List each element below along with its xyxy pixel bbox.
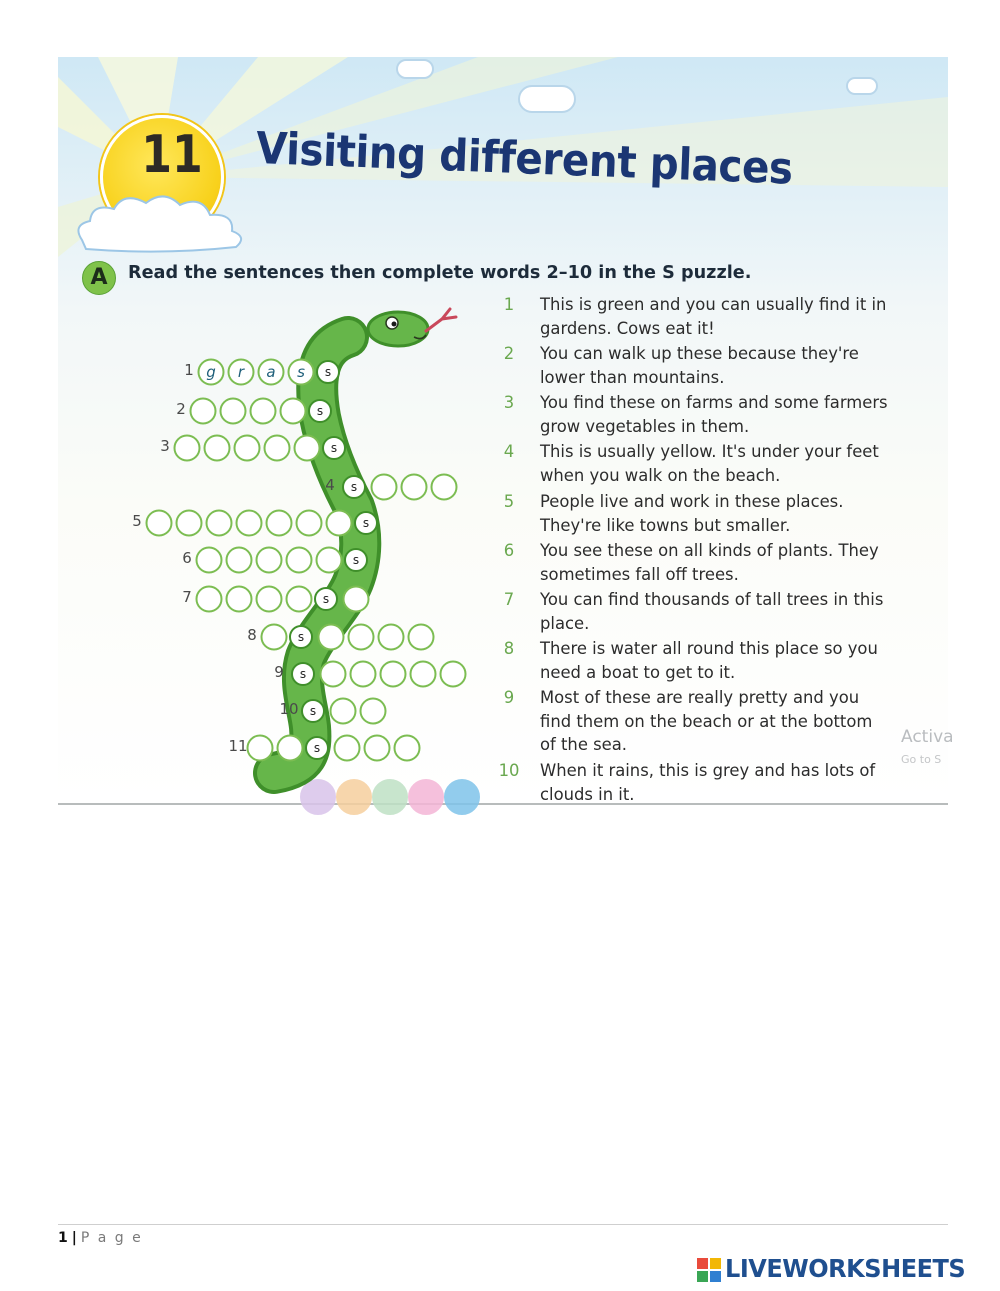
snake-head	[368, 309, 456, 346]
row-number: 10	[279, 700, 299, 718]
answer-circle[interactable]	[227, 587, 252, 612]
clue-line: When it rains, this is grey and has lots of	[540, 761, 876, 780]
puzzle-row-8	[247, 625, 433, 650]
answer-letter: s	[297, 363, 305, 381]
answer-circle[interactable]	[441, 662, 466, 687]
clue-line: lower than mountains.	[540, 367, 725, 387]
clue-line: sometimes fall off trees.	[540, 564, 739, 584]
s-puzzle	[58, 297, 498, 803]
clue-number: 10	[498, 761, 520, 780]
decorative-dot	[409, 780, 443, 814]
snake-letter: s	[324, 365, 332, 379]
row-number: 8	[247, 626, 257, 644]
answer-circle[interactable]	[265, 436, 290, 461]
clue-number: 9	[503, 688, 515, 707]
answer-circle[interactable]	[205, 436, 230, 461]
clue-text	[540, 588, 950, 635]
answer-circle[interactable]	[402, 475, 427, 500]
clue-number: 8	[503, 639, 515, 658]
clue-line: clouds in it.	[540, 784, 635, 804]
cloud	[518, 85, 576, 113]
answer-circle[interactable]	[331, 699, 356, 724]
answer-circle[interactable]	[317, 548, 342, 573]
cloud	[846, 77, 878, 95]
goto-watermark: Go to S	[901, 753, 942, 766]
answer-circle[interactable]	[432, 475, 457, 500]
snake-letter: s	[350, 480, 358, 494]
answer-circle[interactable]	[295, 436, 320, 461]
clue-line: need a boat to get to it.	[540, 662, 736, 682]
unit-number: 11	[141, 125, 203, 185]
clue-text	[540, 293, 950, 340]
clue-text	[540, 539, 950, 586]
clue-line: find them on the beach or at the bottom	[540, 711, 873, 731]
puzzle-row-9	[274, 662, 465, 687]
snake-letter: s	[352, 553, 360, 567]
answer-circle[interactable]	[177, 511, 202, 536]
answer-circle[interactable]	[287, 587, 312, 612]
clue-text	[540, 637, 950, 684]
answer-letter: a	[266, 363, 276, 381]
clue-number: 3	[503, 393, 515, 412]
answer-circle[interactable]	[207, 511, 232, 536]
answer-circle[interactable]	[267, 511, 292, 536]
worksheet-image	[58, 57, 954, 805]
answer-circle[interactable]	[197, 587, 222, 612]
clue-text	[540, 342, 950, 389]
answer-circle[interactable]	[257, 587, 282, 612]
decorative-dots	[301, 780, 479, 814]
row-number: 11	[228, 737, 248, 755]
answer-circle[interactable]	[321, 662, 346, 687]
clue-line: You can walk up these because they're	[540, 344, 859, 363]
clue-text	[540, 440, 950, 487]
page-number: 1	[58, 1230, 68, 1246]
section-badge: A	[82, 261, 116, 295]
answer-circle[interactable]	[372, 475, 397, 500]
answer-circle[interactable]	[379, 625, 404, 650]
row-number: 5	[132, 512, 142, 530]
sun-cloud	[72, 185, 252, 255]
liveworksheets-logo-icon	[697, 1258, 721, 1282]
clue-line: place.	[540, 613, 590, 633]
answer-circle[interactable]	[365, 736, 390, 761]
answer-letter: g	[206, 363, 216, 381]
clue-number: 6	[503, 541, 515, 560]
answer-circle[interactable]	[297, 511, 322, 536]
answer-circle[interactable]	[327, 511, 352, 536]
row-number: 3	[160, 437, 170, 455]
answer-circle[interactable]	[395, 736, 420, 761]
decorative-dot	[445, 780, 479, 814]
answer-circle[interactable]	[237, 511, 262, 536]
answer-circle[interactable]	[411, 662, 436, 687]
answer-circle[interactable]	[335, 736, 360, 761]
decorative-dot	[373, 780, 407, 814]
row-number: 9	[274, 663, 284, 681]
clue-number: 5	[503, 492, 515, 511]
snake-tongue	[426, 309, 456, 331]
activate-watermark: Activa	[901, 727, 954, 747]
clue-line: You can find thousands of tall trees in this	[540, 590, 884, 609]
clue-number: 7	[503, 590, 515, 609]
answer-circle[interactable]	[235, 436, 260, 461]
page-word: P a g e	[80, 1230, 143, 1246]
answer-circle[interactable]	[409, 625, 434, 650]
answer-circle[interactable]	[175, 436, 200, 461]
answer-circle[interactable]	[227, 548, 252, 573]
answer-letter: r	[237, 363, 245, 381]
clue-line: This is green and you can usually find it in	[540, 295, 887, 314]
clue-line: of the sea.	[540, 735, 627, 754]
row-number: 4	[325, 476, 335, 494]
decorative-dot	[337, 780, 371, 814]
answer-circle[interactable]	[361, 699, 386, 724]
footer-divider	[58, 1224, 948, 1225]
answer-circle[interactable]	[349, 625, 374, 650]
clue-text	[540, 391, 950, 438]
clue-number: 4	[503, 442, 515, 461]
answer-circle[interactable]	[262, 625, 287, 650]
clue-line: You find these on farms and some farmers	[540, 393, 888, 412]
brand-name: LIVEWORKSHEETS	[725, 1254, 966, 1283]
clue-line: Most of these are really pretty and you	[540, 688, 860, 707]
answer-circle[interactable]	[287, 548, 312, 573]
section-instruction: Read the sentences then complete words 2–10 in the S puzzle.	[128, 262, 752, 283]
clue-line: There is water all round this place so you	[540, 639, 878, 658]
clue-text	[540, 490, 950, 537]
answer-circle[interactable]	[278, 736, 303, 761]
decorative-dot	[301, 780, 335, 814]
row-number: 2	[176, 400, 186, 418]
puzzle-row-5	[132, 511, 377, 536]
cloud	[396, 59, 434, 79]
clue-line: gardens. Cows eat it!	[540, 318, 715, 338]
answer-circle[interactable]	[221, 399, 246, 424]
clue-line: when you walk on the beach.	[540, 465, 781, 485]
answer-circle[interactable]	[381, 662, 406, 687]
page-separator: |	[71, 1230, 77, 1246]
snake-letter: s	[297, 630, 305, 644]
clue-number: 2	[503, 344, 515, 363]
answer-circle[interactable]	[147, 511, 172, 536]
clue-line: This is usually yellow. It's under your feet	[540, 442, 879, 461]
page-footer	[58, 1230, 143, 1246]
unit-title: Visiting different places	[255, 123, 794, 195]
clue-line: People live and work in these places.	[540, 492, 844, 511]
puzzle-row-11	[228, 736, 419, 761]
clue-line: They're like towns but smaller.	[540, 515, 791, 535]
answer-circle[interactable]	[251, 399, 276, 424]
snake-letter: s	[313, 741, 321, 755]
answer-circle[interactable]	[319, 625, 344, 650]
row-number: 7	[182, 588, 192, 606]
snake-letter: s	[362, 516, 370, 530]
answer-circle[interactable]	[351, 662, 376, 687]
snake-letter: s	[309, 704, 317, 718]
clue-line: You see these on all kinds of plants. They	[540, 541, 879, 560]
clue-number: 1	[503, 295, 515, 314]
snake-letter: s	[299, 667, 307, 681]
clue-line: grow vegetables in them.	[540, 416, 750, 436]
answer-circle[interactable]	[191, 399, 216, 424]
answer-circle[interactable]	[248, 736, 273, 761]
answer-circle[interactable]	[281, 399, 306, 424]
clue-text	[540, 686, 950, 757]
snake-letter: s	[322, 592, 330, 606]
snake-letter: s	[330, 441, 338, 455]
answer-circle[interactable]	[257, 548, 282, 573]
answer-circle[interactable]	[344, 587, 369, 612]
clue-text	[540, 759, 950, 806]
snake-letter: s	[316, 404, 324, 418]
answer-circle[interactable]	[197, 548, 222, 573]
row-number: 6	[182, 549, 192, 567]
row-number: 1	[184, 361, 194, 379]
